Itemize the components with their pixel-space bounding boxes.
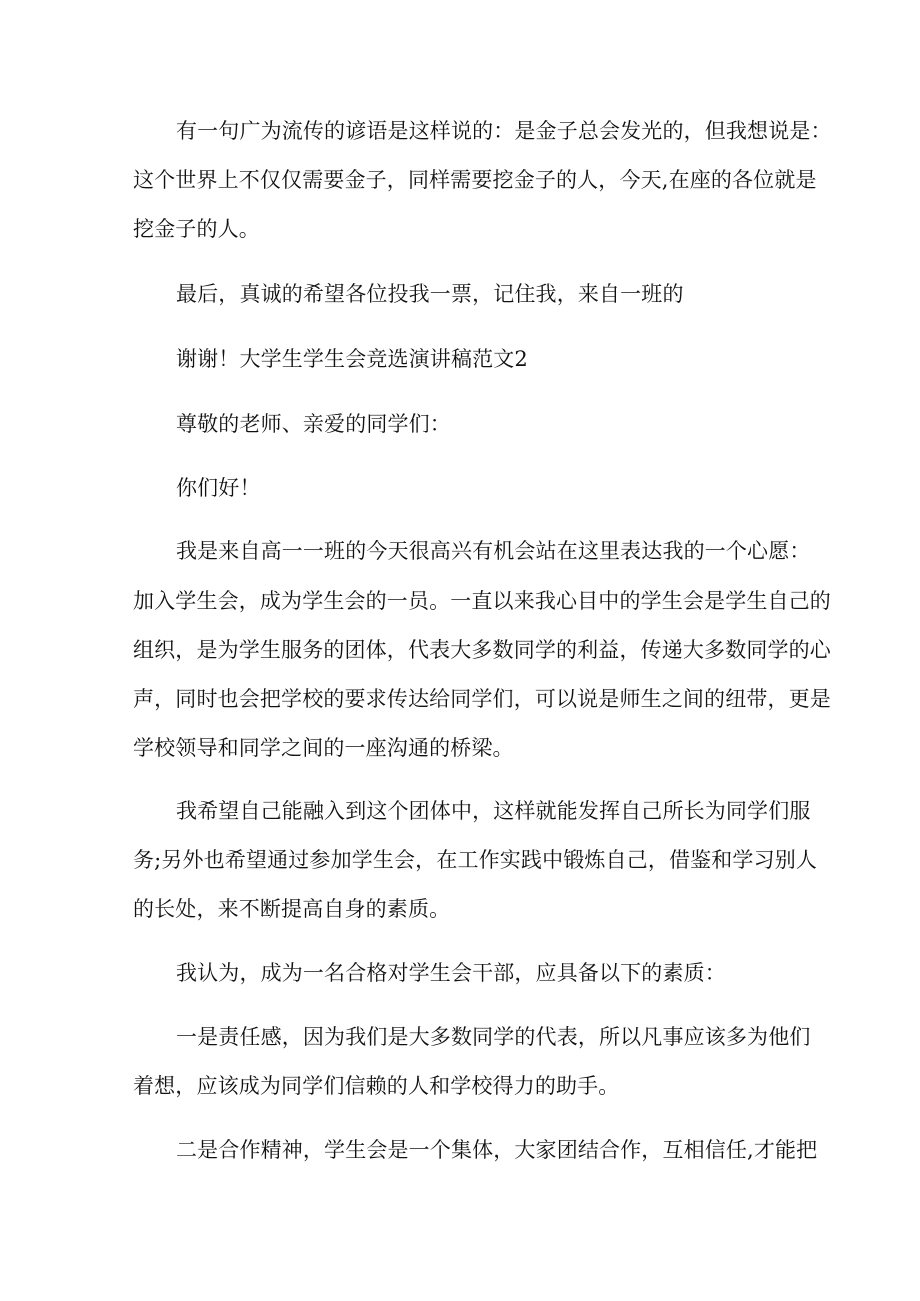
paragraph-line: 的长处，来不断提高自身的素质。 (133, 897, 451, 921)
paragraph-line: 二是合作精神，学生会是一个集体，大家团结合作，互相信任,才能把 (176, 1138, 818, 1162)
paragraph-line: 我是来自高一一班的今天很高兴有机会站在这里表达我的一个心愿： (176, 539, 811, 563)
paragraph-line: 一是责任感，因为我们是大多数同学的代表，所以凡事应该多为他们 (176, 1025, 811, 1049)
paragraph-line: 我希望自己能融入到这个团体中，这样就能发挥自己所长为同学们服 (176, 799, 811, 823)
paragraph-line: 谢谢！大学生学生会竞选演讲稿范文2 (176, 347, 528, 371)
paragraph-line: 学校领导和同学之间的一座沟通的桥梁。 (133, 736, 514, 760)
greeting: 你们好！ (176, 476, 261, 500)
paragraph-line: 挖金子的人。 (133, 217, 260, 241)
paragraph-line: 加入学生会，成为学生会的一员。一直以来我心目中的学生会是学生自己的 (133, 589, 831, 613)
paragraph-line: 最后，真诚的希望各位投我一票，记住我，来自一班的 (176, 282, 684, 306)
paragraph-line: 声，同时也会把学校的要求传达给同学们，可以说是师生之间的纽带，更是 (133, 687, 831, 711)
paragraph-line: 务;另外也希望通过参加学生会，在工作实践中锻炼自己，借鉴和学习别人 (133, 848, 818, 872)
paragraph-line: 着想，应该成为同学们信赖的人和学校得力的助手。 (133, 1074, 620, 1098)
salutation: 尊敬的老师、亲爱的同学们： (176, 412, 451, 436)
paragraph-line: 组织，是为学生服务的团体，代表大多数同学的利益，传递大多数同学的心 (133, 638, 831, 662)
paragraph-line: 我认为，成为一名合格对学生会干部，应具备以下的素质： (176, 961, 726, 985)
paragraph-line: 这个世界上不仅仅需要金子，同样需要挖金子的人，今天,在座的各位就是 (133, 168, 817, 192)
paragraph-line: 有一句广为流传的谚语是这样说的：是金子总会发光的，但我想说是： (176, 119, 832, 143)
